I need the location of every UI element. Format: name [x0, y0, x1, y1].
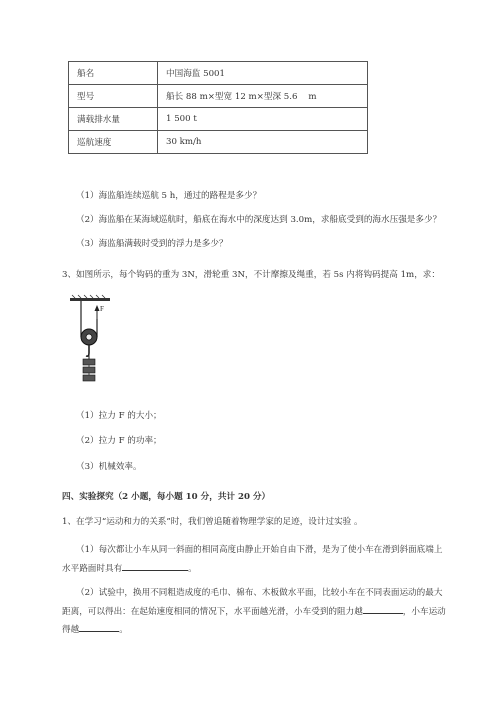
s4-sub1-line1: （1）每次都让小车从同一斜面的相同高度由静止开始自由下滑，是为了使小车在滑到斜面底端上	[76, 545, 443, 555]
table-row	[69, 85, 368, 108]
pulley-axle	[86, 334, 92, 340]
pulley-diagram	[64, 293, 124, 393]
row-label: 船名	[69, 62, 158, 85]
row-value: 中国海监 5001	[158, 62, 368, 85]
answer-blank[interactable]	[363, 604, 403, 614]
s4-sub2-text-b: ，小车运动	[402, 607, 446, 617]
row-label: 满载排水量	[69, 108, 158, 131]
q3-sub3: （3）机械效率。	[76, 462, 142, 472]
hook-weight	[83, 359, 95, 365]
row-value: 船长 88 m×型宽 12 m×型深 5.6 m	[158, 85, 368, 108]
s4-sub2-line1: （2）试验中，换用不同粗造成度的毛巾、棉布、木板做水平面，比较小车在不同表面运动的最大	[76, 588, 443, 598]
s4-sub2-line3	[62, 622, 128, 635]
ship-spec-table	[68, 61, 368, 154]
table-row	[69, 62, 368, 85]
hook-weight	[83, 367, 95, 373]
q2-sub1: （1）海监船连续巡航 5 h，通过的路程是多少？	[76, 191, 262, 201]
row-value: 30 km/h	[158, 131, 368, 154]
answer-blank[interactable]	[122, 561, 188, 571]
q3-sub1: （1）拉力 F 的大小；	[76, 411, 162, 421]
answer-blank[interactable]	[79, 622, 119, 632]
s4-sub2-text-a: 距离，可以得出：在起始速度相同的情况下，水平面越光滑，小车受到的阻力越	[62, 607, 363, 617]
q3-stem: 3、如图所示，每个钩码的重为 3N，滑轮重 3N，不计摩擦及绳重，若 5s 内将钩码提高 1m，求：	[62, 270, 440, 280]
q2-sub3: （3）海监船满载时受到的浮力是多少？	[76, 239, 228, 249]
s4-sub1-line2	[62, 561, 197, 574]
ceiling-beam	[70, 295, 110, 301]
hook-weight	[83, 375, 95, 381]
s4-sub1-text: 水平路面时具有	[62, 564, 123, 574]
s4-sub2-end: 。	[119, 625, 128, 635]
s4-q1-stem: 1、在学习“运动和力的关系”时，我们曾追随着物理学家的足迹，设计过实验 。	[62, 517, 363, 527]
force-label: F	[100, 305, 104, 313]
row-label: 巡航速度	[69, 131, 158, 154]
arrow-head-icon	[95, 305, 100, 311]
row-value: 1 500 t	[158, 108, 368, 131]
q2-sub2: （2）海监船在某海域巡航时，船底在海水中的深度达到 3.0m，求船底受到的海水压强是多少？	[76, 215, 442, 225]
table-row	[69, 131, 368, 154]
section4-heading: 四、实验探究（2 小题，每小题 10 分，共计 20 分）	[62, 492, 271, 502]
table-row	[69, 108, 368, 131]
s4-sub2-text-c: 得越	[62, 625, 80, 635]
row-label: 型号	[69, 85, 158, 108]
s4-sub2-line2	[62, 604, 446, 617]
q3-sub2: （2）拉力 F 的功率；	[76, 436, 162, 446]
s4-sub1-end: 。	[188, 564, 197, 574]
